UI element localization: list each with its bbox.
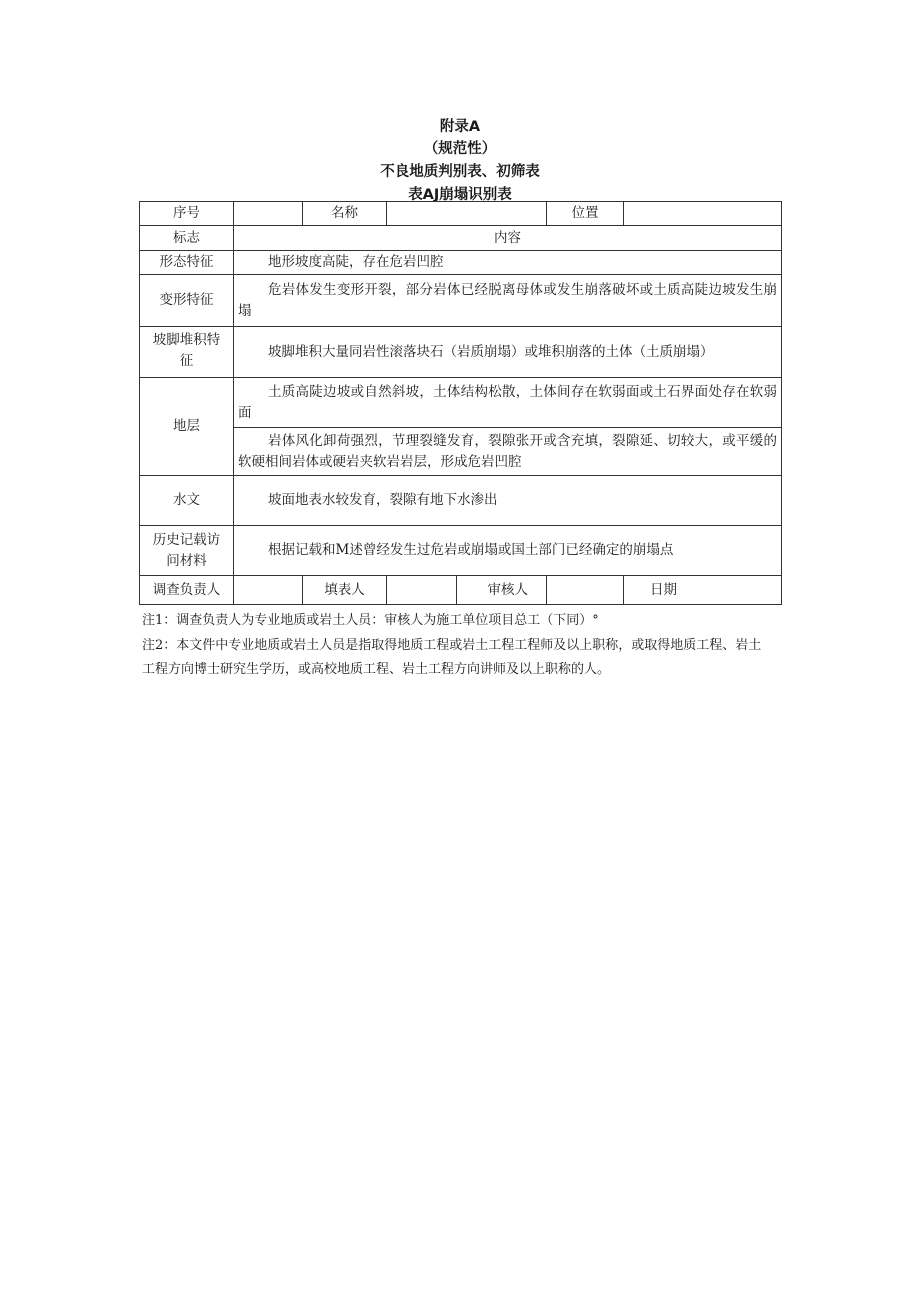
location-label: 位置: [547, 202, 624, 226]
column-header-row: [140, 226, 782, 251]
table-row: [140, 251, 782, 275]
heading-block: [0, 116, 920, 207]
filler-value-cell[interactable]: [387, 576, 457, 605]
row-content-strata-2: 岩体风化卸荷强烈，节理裂缝发育，裂隙张开或含充填，裂隙延、切较大，或平缓的软硬相间岩体或硬岩夹软岩岩层，形成危岩凹腔: [234, 428, 782, 476]
row-label-strata: 地层: [140, 378, 234, 476]
location-value-cell[interactable]: [624, 202, 782, 226]
appendix-title: 附录A: [439, 119, 481, 135]
row-content-deform: 危岩体发生变形开裂，部分岩体已经脱离母体或发生崩落破坏或土质高陡边坡发生崩塌: [234, 275, 782, 327]
content-column-header: 内容: [234, 226, 782, 251]
table-row: [140, 327, 782, 378]
investigator-label: 调查负责人: [140, 576, 234, 605]
seq-label: 序号: [140, 202, 234, 226]
table-row: [140, 275, 782, 327]
note-2: 注2：本文件中专业地质或岩土人员是指取得地质工程或岩土工程工程师及以上职称，或取得地质工程、岩土工程方向博士研究生学历，或高校地质工程、岩土工程方向讲师及以上职称的人。: [142, 637, 762, 677]
row-label-deform: 变形特征: [140, 275, 234, 327]
row-content-hydro: 坡面地表水较发育，裂隙有地下水渗出: [234, 476, 782, 526]
note-1: 注1：调查负责人为专业地质或岩土人员：审核人为施工单位项目总工（下同）°: [142, 613, 599, 628]
table-header-row: [140, 202, 782, 226]
notes-block: [142, 609, 762, 683]
investigator-value-cell[interactable]: [234, 576, 303, 605]
row-content-history: 根据记载和M述曾经发生过危岩或崩塌或国土部门已经确定的崩塌点: [234, 526, 782, 576]
table-title: 表AJ崩塌识别表: [408, 187, 512, 203]
table-row: [140, 526, 782, 576]
normative-label: （规范性）: [423, 141, 497, 157]
table-row: [140, 378, 782, 428]
sign-column-header: 标志: [140, 226, 234, 251]
filler-label: 填表人: [303, 576, 387, 605]
collapse-identification-table: [139, 201, 782, 605]
seq-value-cell[interactable]: [234, 202, 303, 226]
row-label-deposit: 坡脚堆积特 征: [140, 327, 234, 378]
row-label-shape: 形态特征: [140, 251, 234, 275]
reviewer-label: 审核人: [457, 576, 547, 605]
table-footer-row: [140, 576, 782, 605]
name-value-cell[interactable]: [387, 202, 547, 226]
appendix-subtitle: 不良地质判别表、初筛表: [380, 164, 540, 180]
row-label-history: 历史记载访 问材料: [140, 526, 234, 576]
reviewer-value-cell[interactable]: [547, 576, 624, 605]
row-content-deposit: 坡脚堆积大量同岩性滚落块石（岩质崩塌）或堆积崩落的土体（土质崩塌）: [234, 327, 782, 378]
row-content-strata-1: 土质高陡边坡或自然斜坡，土体结构松散，土体间存在软弱面或土石界面处存在软弱面: [234, 378, 782, 428]
table-row: [140, 476, 782, 526]
date-label: 日期: [624, 576, 782, 605]
table-row: [140, 428, 782, 476]
row-label-hydro: 水文: [140, 476, 234, 526]
name-label: 名称: [303, 202, 387, 226]
row-content-shape: 地形坡度高陡，存在危岩凹腔: [234, 251, 782, 275]
